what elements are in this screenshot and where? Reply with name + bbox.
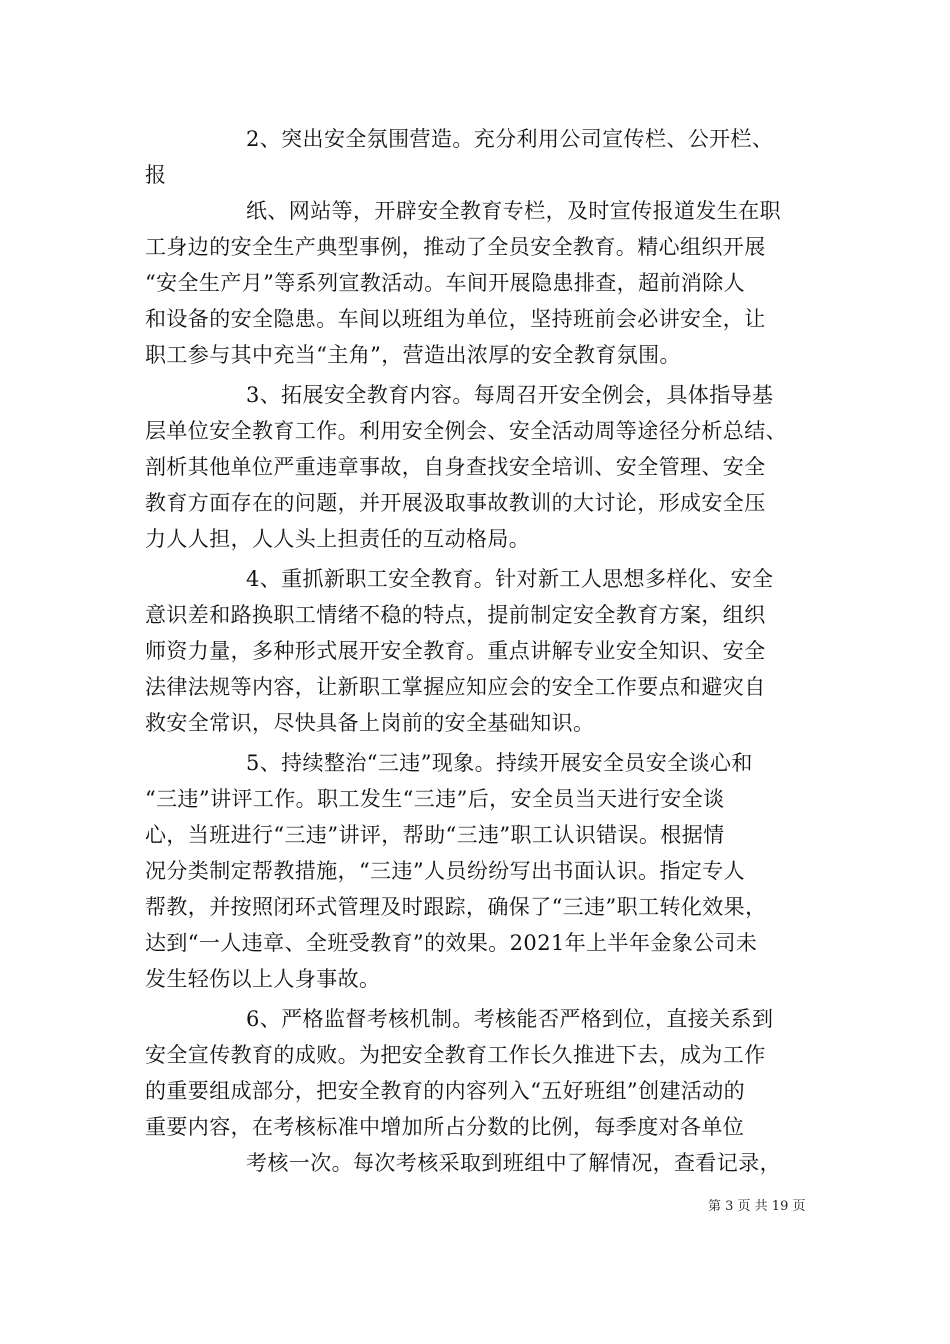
paragraph-6-line-4: 重要内容，在考核标准中增加所占分数的比例，每季度对各单位 [145, 1115, 745, 1139]
paragraph-2-line-4: 工身边的安全生产典型事例，推动了全员安全教育。精心组织开展 [145, 235, 766, 259]
paragraph-5-line-6: 达到“一人违章、全班受教育”的效果。2021年上半年金象公司未 [145, 931, 758, 955]
paragraph-2-line-2: 报 [145, 163, 167, 187]
paragraph-6-line-5: 考核一次。每次考核采取到班组中了解情况，查看记录， [246, 1151, 781, 1175]
paragraph-4-line-4: 法律法规等内容，让新职工掌握应知应会的安全工作要点和避灾自 [145, 675, 766, 699]
paragraph-3-line-2: 层单位安全教育工作。利用安全例会、安全活动周等途径分析总结、 [145, 419, 787, 443]
paragraph-4-line-1: 4、重抓新职工安全教育。针对新工人思想多样化、安全 [246, 567, 774, 591]
paragraph-5-line-1: 5、持续整治“三违”现象。持续开展安全员安全谈心和 [246, 751, 753, 775]
paragraph-3-line-1: 3、拓展安全教育内容。每周召开安全例会，具体指导基 [246, 383, 774, 407]
paragraph-2-line-5: “安全生产月”等系列宣教活动。车间开展隐患排查，超前消除人 [145, 271, 746, 295]
paragraph-5-line-7: 发生轻伤以上人身事故。 [145, 967, 381, 991]
paragraph-4-line-5: 救安全常识，尽快具备上岗前的安全基础知识。 [145, 711, 595, 735]
paragraph-6-line-1: 6、严格监督考核机制。考核能否严格到位，直接关系到 [246, 1007, 774, 1031]
paragraph-6-line-3: 的重要组成部分，把安全教育的内容列入“五好班组”创建活动的 [145, 1079, 746, 1103]
paragraph-4-line-2: 意识差和路换职工情绪不稳的特点，提前制定安全教育方案，组织 [145, 603, 766, 627]
paragraph-4-line-3: 师资力量，多种形式展开安全教育。重点讲解专业安全知识、安全 [145, 639, 766, 663]
paragraph-5-line-5: 帮教，并按照闭环式管理及时跟踪，确保了“三违”职工转化效果， [145, 895, 767, 919]
paragraph-2-line-3: 纸、网站等，开辟安全教育专栏，及时宣传报道发生在职 [246, 199, 781, 223]
paragraph-2-line-6: 和设备的安全隐患。车间以班组为单位，坚持班前会必讲安全，让 [145, 307, 766, 331]
paragraph-3-line-4: 教育方面存在的问题，并开展汲取事故教训的大讨论，形成安全压 [145, 491, 766, 515]
paragraph-3-line-3: 剖析其他单位严重违章事故，自身查找安全培训、安全管理、安全 [145, 455, 766, 479]
page-number-footer: 第 3 页 共 19 页 [708, 1199, 806, 1214]
paragraph-2-line-1: 2、突出安全氛围营造。充分利用公司宣传栏、公开栏、 [246, 127, 774, 151]
paragraph-3-line-5: 力人人担，人人头上担责任的互动格局。 [145, 527, 531, 551]
paragraph-5-line-3: 心，当班进行“三违”讲评，帮助“三违”职工认识错误。根据情 [145, 823, 725, 847]
paragraph-5-line-2: “三违”讲评工作。职工发生“三违”后，安全员当天进行安全谈 [145, 787, 725, 811]
paragraph-2-line-7: 职工参与其中充当“主角”，营造出浓厚的安全教育氛围。 [145, 343, 681, 367]
paragraph-6-line-2: 安全宣传教育的成败。为把安全教育工作长久推进下去，成为工作 [145, 1043, 766, 1067]
paragraph-5-line-4: 况分类制定帮教措施，“三违”人员纷纷写出书面认识。指定专人 [145, 859, 746, 883]
